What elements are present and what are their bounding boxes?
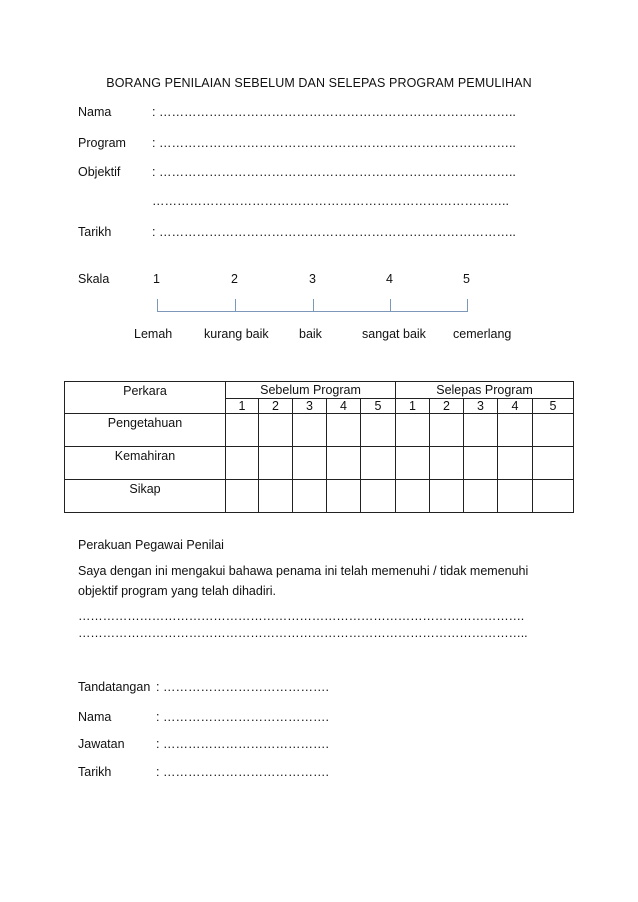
sign-label-nama: Nama: [78, 710, 112, 724]
field-label-tarikh: Tarikh: [78, 225, 112, 239]
header-before-2: 2: [259, 399, 293, 414]
rating-cell[interactable]: [430, 414, 464, 447]
table-row: [65, 414, 574, 447]
rating-cell[interactable]: [259, 480, 293, 513]
rating-cell[interactable]: [430, 447, 464, 480]
header-after-3: 3: [464, 399, 498, 414]
rating-cell[interactable]: [226, 447, 259, 480]
field-label-objektif: Objektif: [78, 165, 121, 179]
rating-cell[interactable]: [396, 414, 430, 447]
field-program-line[interactable]: : …………………………………………………………………………..: [152, 136, 516, 150]
rating-cell[interactable]: [464, 480, 498, 513]
rating-cell[interactable]: [533, 414, 574, 447]
field-label-program: Program: [78, 136, 126, 150]
rating-cell[interactable]: [361, 414, 396, 447]
rating-cell[interactable]: [533, 447, 574, 480]
rating-cell[interactable]: [327, 447, 361, 480]
rating-cell[interactable]: [533, 480, 574, 513]
form-title: BORANG PENILAIAN SEBELUM DAN SELEPAS PROGRAM PEMULIHAN: [106, 76, 532, 90]
header-after-1: 1: [396, 399, 430, 414]
sign-label-tarikh: Tarikh: [78, 765, 112, 779]
header-perkara: Perkara: [65, 382, 226, 414]
scale-desc-2: kurang baik: [204, 327, 269, 341]
scale-tick-5: [467, 299, 468, 312]
header-after-2: 2: [430, 399, 464, 414]
rating-cell[interactable]: [226, 480, 259, 513]
declaration-heading: Perakuan Pegawai Penilai: [78, 538, 224, 552]
header-after-5: 5: [533, 399, 574, 414]
scale-desc-4: sangat baik: [362, 327, 426, 341]
scale-number-3: 3: [309, 272, 316, 286]
rating-cell[interactable]: [327, 480, 361, 513]
field-nama-line[interactable]: : …………………………………………………………………………..: [152, 105, 516, 119]
scale-label: Skala: [78, 272, 110, 286]
sign-label-tandatangan: Tandatangan: [78, 680, 151, 694]
rating-cell[interactable]: [259, 414, 293, 447]
sign-label-jawatan: Jawatan: [78, 737, 125, 751]
scale-tick-2: [235, 299, 236, 312]
rating-cell[interactable]: [396, 480, 430, 513]
rating-cell[interactable]: [293, 480, 327, 513]
field-objektif-line-2[interactable]: …………………………………………………………………………..: [152, 194, 509, 208]
rating-cell[interactable]: [498, 480, 533, 513]
rating-cell[interactable]: [226, 414, 259, 447]
declaration-text: Saya dengan ini mengakui bahawa penama ini telah memenuhi / tidak memenuhi objektif program yang telah dihadiri.: [78, 564, 529, 598]
declaration-line-1[interactable]: ……………………………………………………………………………………………….: [78, 609, 525, 623]
header-sebelum-program: Sebelum Program: [226, 382, 396, 399]
scale-tick-3: [313, 299, 314, 312]
field-label-nama: Nama: [78, 105, 112, 119]
declaration-line-2[interactable]: ………………………………………………………………………………………………..: [78, 626, 528, 640]
header-before-3: 3: [293, 399, 327, 414]
rating-cell[interactable]: [396, 447, 430, 480]
row-label-kemahiran: Kemahiran: [65, 447, 226, 480]
scale-tick-1: [157, 299, 158, 312]
header-before-5: 5: [361, 399, 396, 414]
field-objektif-line[interactable]: : …………………………………………………………………………..: [152, 165, 516, 179]
rating-cell[interactable]: [293, 414, 327, 447]
sign-nama-line[interactable]: : ………………………………….: [156, 710, 329, 724]
scale-desc-3: baik: [299, 327, 322, 341]
header-before-1: 1: [226, 399, 259, 414]
rating-cell[interactable]: [498, 414, 533, 447]
header-after-4: 4: [498, 399, 533, 414]
sign-tandatangan-line[interactable]: : ………………………………….: [156, 680, 329, 694]
table-row: [65, 447, 574, 480]
rating-cell[interactable]: [498, 447, 533, 480]
row-label-pengetahuan: Pengetahuan: [65, 414, 226, 447]
scale-desc-1: Lemah: [134, 327, 173, 341]
scale-number-2: 2: [231, 272, 238, 286]
rating-cell[interactable]: [327, 414, 361, 447]
rating-cell[interactable]: [361, 447, 396, 480]
row-label-sikap: Sikap: [65, 480, 226, 513]
header-before-4: 4: [327, 399, 361, 414]
assessment-table: [64, 381, 574, 513]
rating-cell[interactable]: [464, 414, 498, 447]
field-tarikh-line[interactable]: : …………………………………………………………………………..: [152, 225, 516, 239]
sign-jawatan-line[interactable]: : ………………………………….: [156, 737, 329, 751]
rating-cell[interactable]: [464, 447, 498, 480]
header-selepas-program: Selepas Program: [396, 382, 574, 399]
scale-tick-4: [390, 299, 391, 312]
scale-number-1: 1: [153, 272, 160, 286]
rating-cell[interactable]: [293, 447, 327, 480]
table-row: [65, 480, 574, 513]
rating-cell[interactable]: [259, 447, 293, 480]
rating-cell[interactable]: [430, 480, 464, 513]
scale-number-4: 4: [386, 272, 393, 286]
sign-tarikh-line[interactable]: : ………………………………….: [156, 765, 329, 779]
rating-cell[interactable]: [361, 480, 396, 513]
scale-desc-5: cemerlang: [453, 327, 512, 341]
scale-number-5: 5: [463, 272, 470, 286]
